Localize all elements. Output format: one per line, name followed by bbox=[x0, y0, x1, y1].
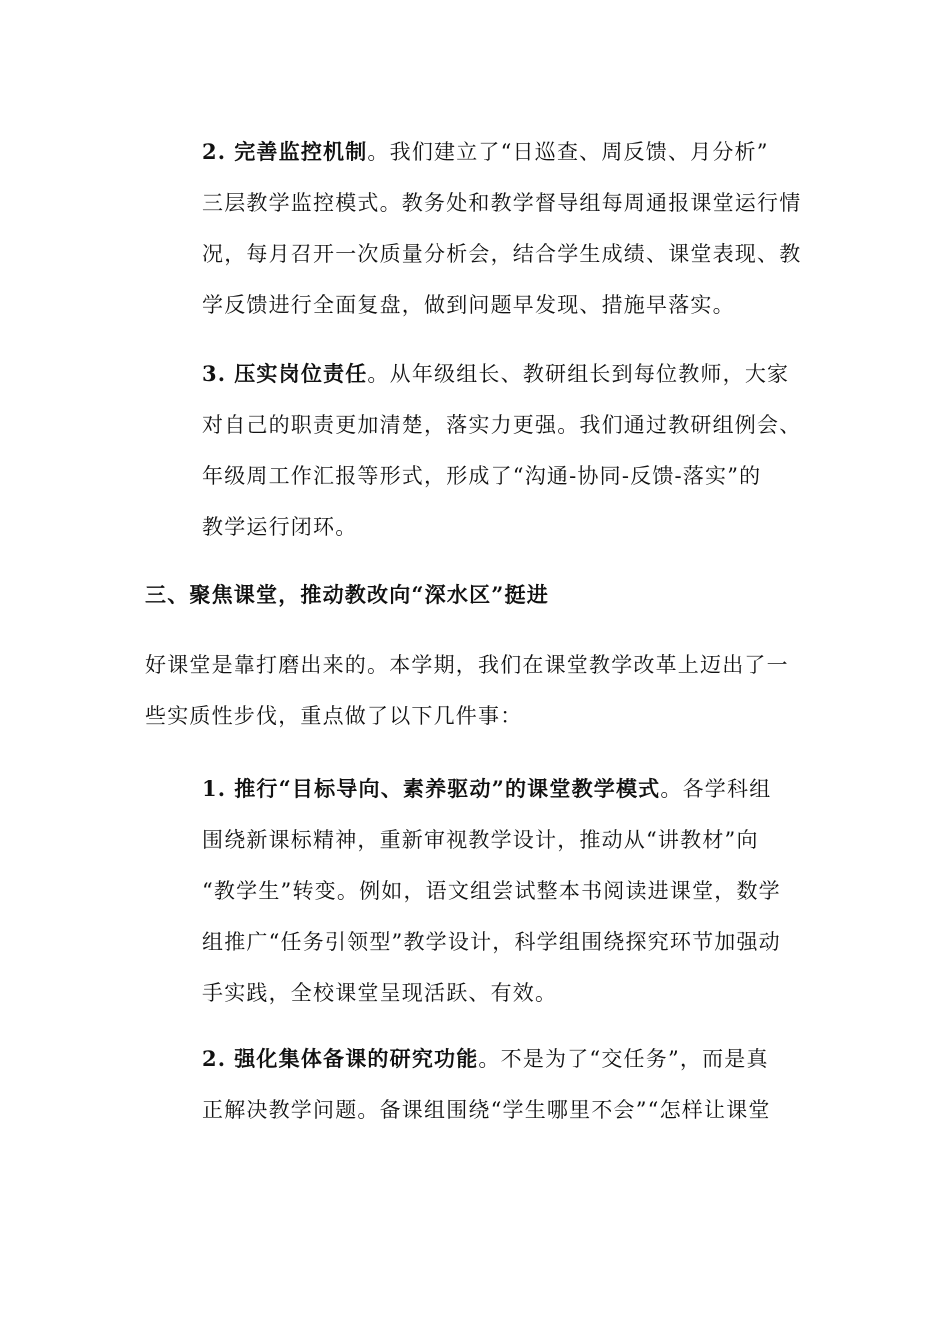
item-text: 。我们建立了“日巡查、周反馈、月分析” bbox=[367, 140, 769, 164]
list-item-first-line bbox=[202, 1033, 810, 1085]
item-text-line: 组推广“任务引领型”教学设计，科学组围绕探究环节加强动 bbox=[202, 930, 781, 954]
item-text-line: 围绕新课标精神，重新审视教学设计，推动从“讲教材”向 bbox=[202, 828, 759, 852]
list-item-monitoring bbox=[202, 126, 810, 331]
item-title: 强化集体备课的研究功能 bbox=[234, 1046, 479, 1071]
item-number: 2. bbox=[202, 1046, 227, 1071]
item-number: 2. bbox=[202, 139, 227, 164]
section-heading: 三、聚焦课堂，推动教改向“深水区”挺进 bbox=[145, 582, 549, 607]
item-text-line: “教学生”转变。例如，语文组尝试整本书阅读进课堂，数学 bbox=[202, 879, 781, 903]
item-text-line: 手实践，全校课堂呈现活跃、有效。 bbox=[202, 981, 558, 1005]
intro-line: 些实质性步伐，重点做了以下几件事： bbox=[145, 704, 523, 728]
item-text: 。从年级组长、教研组长到每位教师，大家 bbox=[367, 362, 790, 386]
list-item-collective-prep bbox=[202, 1033, 810, 1136]
item-title: 压实岗位责任 bbox=[234, 361, 368, 386]
intro-line: 好课堂是靠打磨出来的。本学期，我们在课堂教学改革上迈出了一 bbox=[145, 653, 789, 677]
item-number: 1. bbox=[202, 776, 227, 801]
intro-paragraph bbox=[145, 640, 810, 742]
item-text-line: 况，每月召开一次质量分析会，结合学生成绩、课堂表现、教 bbox=[202, 242, 802, 266]
list-item-first-line bbox=[202, 348, 810, 400]
list-item-teaching-model bbox=[202, 763, 810, 1019]
item-text-line: 对自己的职责更加清楚，落实力更强。我们通过教研组例会、 bbox=[202, 413, 802, 437]
item-text: 。各学科组 bbox=[660, 777, 772, 801]
item-title: 完善监控机制 bbox=[234, 139, 368, 164]
item-text-line: 教学运行闭环。 bbox=[202, 515, 358, 539]
item-text-line: 三层教学监控模式。教务处和教学督导组每周通报课堂运行情 bbox=[202, 191, 802, 215]
list-item-first-line bbox=[202, 763, 810, 815]
list-item-first-line bbox=[202, 126, 810, 178]
item-text-line: 学反馈进行全面复盘，做到问题早发现、措施早落实。 bbox=[202, 293, 735, 317]
item-number: 3. bbox=[202, 361, 227, 386]
list-item-responsibility bbox=[202, 348, 810, 553]
item-text: 。不是为了“交任务”，而是真 bbox=[478, 1047, 769, 1071]
item-title: 推行“目标导向、素养驱动”的课堂教学模式 bbox=[234, 776, 661, 801]
item-text-line: 正解决教学问题。备课组围绕“学生哪里不会”“怎样让课堂 bbox=[202, 1098, 771, 1122]
item-text-line: 年级周工作汇报等形式，形成了“沟通-协同-反馈-落实”的 bbox=[202, 464, 762, 488]
